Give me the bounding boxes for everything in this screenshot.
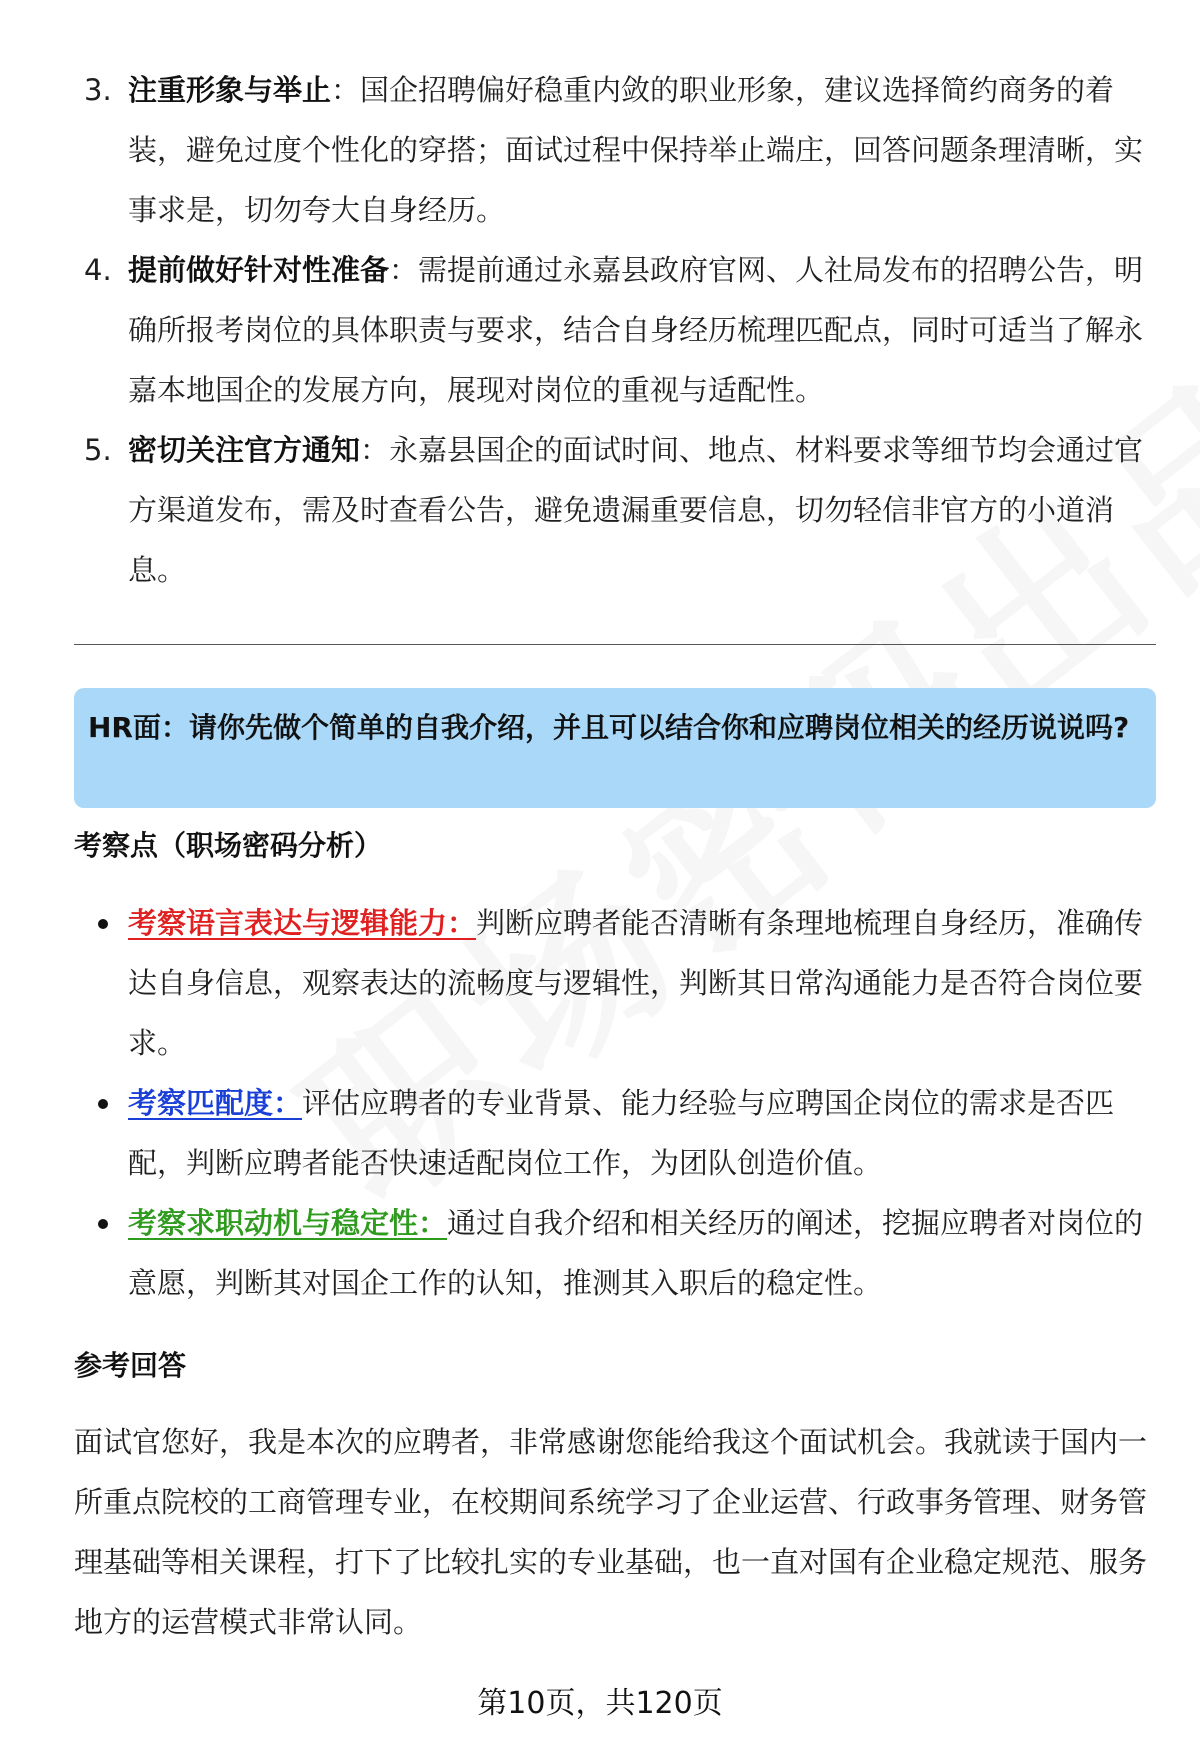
item-number: 5. <box>84 433 112 467</box>
item-number: 4. <box>84 253 112 287</box>
bullet-dot <box>98 1219 108 1229</box>
question-text: HR面：请你先做个简单的自我介绍，并且可以结合你和应聘岗位相关的经历说说吗? <box>88 711 1130 744</box>
analysis-bullet-list <box>74 893 1156 1313</box>
tips-numbered-list <box>74 60 1154 600</box>
analysis-point <box>74 1193 1156 1313</box>
analysis-text: 评估应聘者的专业背景、能力经验与应聘国企岗位的需求是否匹配，判断应聘者能否快速适配岗位工作，为团队创造价值。 <box>128 1086 1115 1180</box>
bullet-dot <box>98 1099 108 1109</box>
analysis-text: 通过自我介绍和相关经历的阐述，挖掘应聘者对岗位的意愿，判断其对国企工作的认知，推测其入职后的稳定性。 <box>128 1206 1144 1300</box>
analysis-point <box>74 1073 1156 1193</box>
item-separator: ： <box>360 433 390 467</box>
numbered-item <box>74 60 1154 240</box>
analysis-heading: 考察点（职场密码分析） <box>74 829 383 862</box>
answer-paragraph: 面试官您好，我是本次的应聘者，非常感谢您能给我这个面试机会。我就读于国内一所重点院校的工商管理专业，在校期间系统学习了企业运营、行政事务管理、财务管理基础等相关课程，打下了比较扎实的专业基础，也一直对国有企业稳定规范、服务地方的运营模式非常认同。 <box>74 1425 1148 1639</box>
item-text: 永嘉县国企的面试时间、地点、材料要求等细节均会通过官方渠道发布，需及时查看公告，避免遗漏重要信息，切勿轻信非官方的小道消息。 <box>128 433 1144 587</box>
analysis-label: 考察匹配度： <box>128 1086 303 1120</box>
item-separator: ： <box>389 253 419 287</box>
item-title: 密切关注官方通知 <box>128 433 361 467</box>
analysis-text: 判断应聘者能否清晰有条理地梳理自身经历，准确传达自身信息，观察表达的流畅度与逻辑性，判断其日常沟通能力是否符合岗位要求。 <box>128 906 1144 1060</box>
bullet-dot <box>98 919 108 929</box>
analysis-label: 考察语言表达与逻辑能力： <box>128 906 477 940</box>
question-callout <box>74 688 1156 808</box>
page-footer: 第10页，共120页 <box>477 1686 723 1721</box>
numbered-item <box>74 420 1154 600</box>
item-text: 需提前通过永嘉县政府官网、人社局发布的招聘公告，明确所报考岗位的具体职责与要求，结合自身经历梳理匹配点，同时可适当了解永嘉本地国企的发展方向，展现对岗位的重视与适配性。 <box>128 253 1144 407</box>
section-divider <box>74 644 1156 645</box>
analysis-label: 考察求职动机与稳定性： <box>128 1206 448 1240</box>
item-title: 注重形象与举止 <box>128 73 332 107</box>
item-separator: ： <box>331 73 361 107</box>
item-text: 国企招聘偏好稳重内敛的职业形象，建议选择简约商务的着装，避免过度个性化的穿搭；面试过程中保持举止端庄，回答问题条理清晰，实事求是，切勿夸大自身经历。 <box>128 73 1144 227</box>
numbered-item <box>74 240 1154 420</box>
answer-heading: 参考回答 <box>74 1349 187 1382</box>
item-title: 提前做好针对性准备 <box>128 253 390 287</box>
analysis-point <box>74 893 1156 1073</box>
item-number: 3. <box>84 73 112 107</box>
